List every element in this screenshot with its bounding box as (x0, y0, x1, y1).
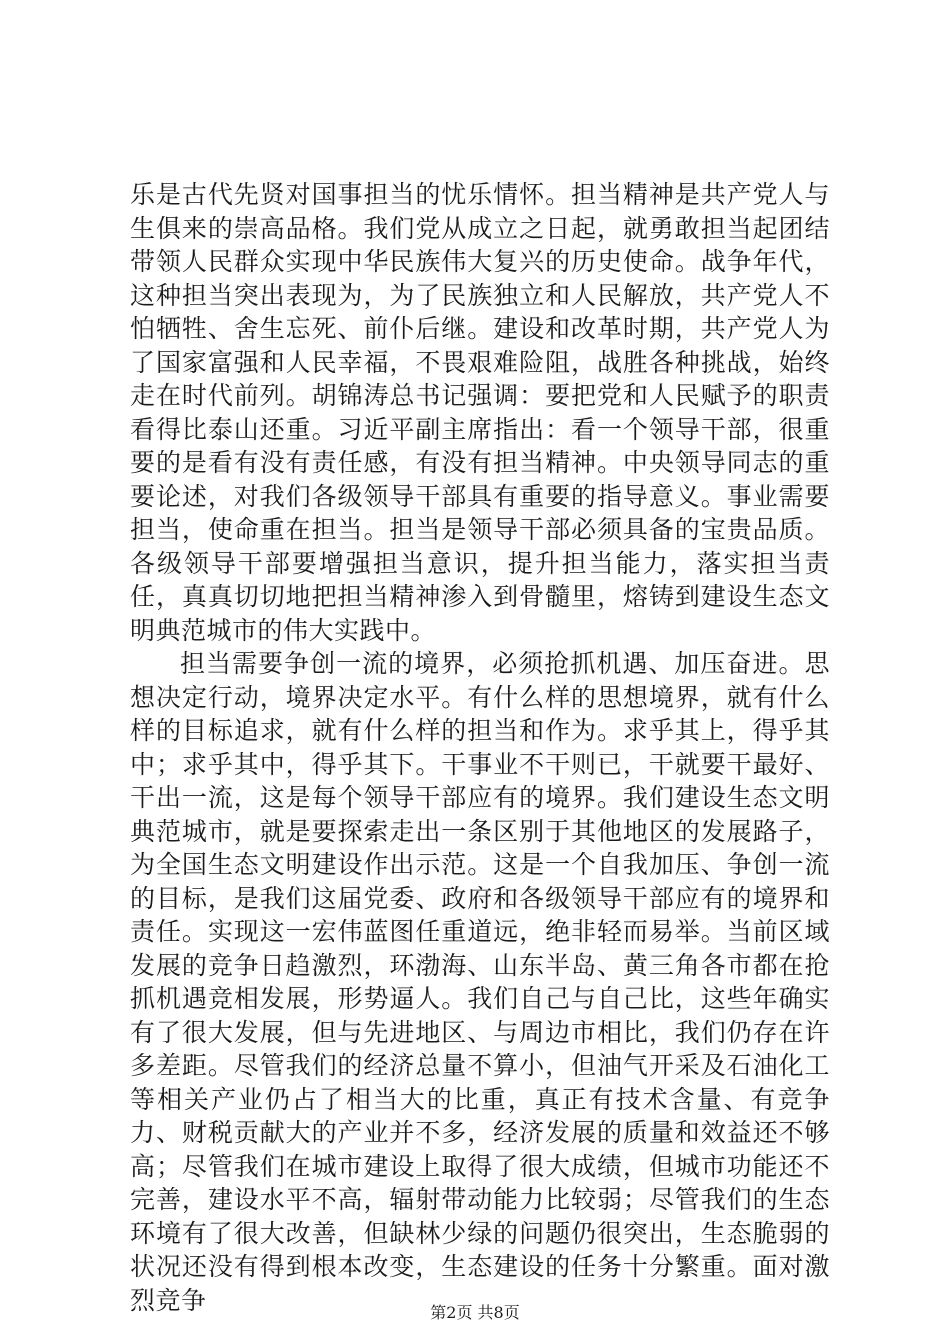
paragraph-2: 担当需要争创一流的境界，必须抢抓机遇、加压奋进。思想决定行动，境界决定水平。有什么样的思想境界，就有什么样的目标追求，就有什么样的担当和作为。求乎其上，得乎其中；求乎其中，得乎其下。干事业不干则已，干就要干最好、干出一流，这是每个领导干部应有的境界。我们建设生态文明典范城市，就是要探索走出一条区别于其他地区的发展路子，为全国生态文明建设作出示范。这是一个自我加压、争创一流的目标，是我们这届党委、政府和各级领导干部应有的境界和责任。实现这一宏伟蓝图任重道远，绝非轻而易举。当前区域发展的竞争日趋激烈，环渤海、山东半岛、黄三角各市都在抢抓机遇竞相发展，形势逼人。我们自己与自己比，这些年确实有了很大发展，但与先进地区、与周边市相比，我们仍存在许多差距。尽管我们的经济总量不算小，但油气开采及石油化工等相关产业仍占了相当大的比重，真正有技术含量、有竞争力、财税贡献大的产业并不多，经济发展的质量和效益还不够高；尽管我们在城市建设上取得了很大成绩，但城市功能还不完善，建设水平不高，辐射带动能力比较弱；尽管我们的生态环境有了很大改善，但缺林少绿的问题仍很突出，生态脆弱的状况还没有得到根本改变，生态建设的任务十分繁重。面对激烈竞争 (130, 649, 830, 1315)
paragraph-1: 乐是古代先贤对国事担当的忧乐情怀。担当精神是共产党人与生俱来的崇高品格。我们党从成立之日起，就勇敢担当起团结带领人民群众实现中华民族伟大复兴的历史使命。战争年代，这种担当突出表现为，为了民族独立和人民解放，共产党人不怕牺牲、舍生忘死、前仆后继。建设和改革时期，共产党人为了国家富强和人民幸福，不畏艰难险阻，战胜各种挑战，始终走在时代前列。胡锦涛总书记强调：要把党和人民赋予的职责看得比泰山还重。习近平副主席指出：看一个领导干部，很重要的是看有没有责任感，有没有担当精神。中央领导同志的重要论述，对我们各级领导干部具有重要的指导意义。事业需要担当，使命重在担当。担当是领导干部必须具备的宝贵品质。各级领导干部要增强担当意识，提升担当能力，落实担当责任，真真切切地把担当精神渗入到骨髓里，熔铸到建设生态文明典范城市的伟大实践中。 (130, 180, 830, 645)
page-number-footer: 第2页 共8页 (430, 1303, 520, 1322)
document-body (130, 178, 830, 1317)
